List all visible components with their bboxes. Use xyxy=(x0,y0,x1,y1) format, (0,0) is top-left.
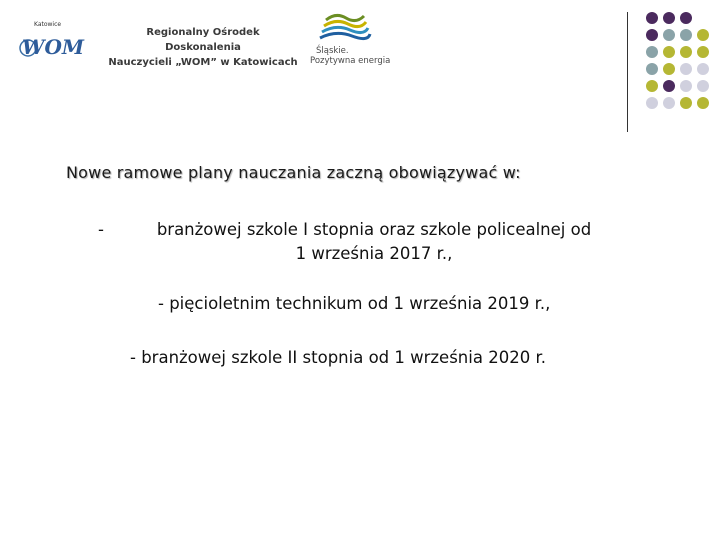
decorative-dot xyxy=(646,29,658,41)
decorative-dot xyxy=(663,29,675,41)
decorative-dot xyxy=(663,97,675,109)
slaskie-slogan xyxy=(310,46,390,66)
decorative-dot xyxy=(680,80,692,92)
decorative-dot xyxy=(663,63,675,75)
decorative-dot xyxy=(646,97,658,109)
decorative-dot xyxy=(697,29,709,41)
decorative-dot xyxy=(663,12,675,24)
decorative-dot xyxy=(697,80,709,92)
list-item-3: - branżowej szkole II stopnia od 1 września 2020 r. xyxy=(130,348,546,367)
list-item-1-line-2: 1 września 2017 r., xyxy=(295,244,453,263)
item-1-dash: - xyxy=(98,220,104,239)
organization-name-line-2: Nauczycieli „WOM” w Katowicach xyxy=(108,57,298,68)
slaskie-slogan-line-1: Śląskie. xyxy=(316,46,349,56)
list-item-2: - pięcioletnim technikum od 1 września 2019 r., xyxy=(158,294,551,313)
organization-name-line-1: Regionalny Ośrodek Doskonalenia xyxy=(146,27,260,53)
decorative-dot xyxy=(663,80,675,92)
decorative-dot xyxy=(697,97,709,109)
wom-logo xyxy=(18,14,86,66)
decorative-dot xyxy=(680,29,692,41)
decorative-dot-grid xyxy=(640,12,720,122)
decorative-dot xyxy=(680,97,692,109)
decorative-dot xyxy=(697,46,709,58)
wom-logo-top-text: Katowice xyxy=(34,21,62,28)
list-item-1 xyxy=(124,218,624,266)
list-item-1-line-1: branżowej szkole I stopnia oraz szkole policealnej od xyxy=(156,220,592,239)
wom-logo-main-text: WOM xyxy=(22,35,85,59)
decorative-dot xyxy=(646,12,658,24)
slide-title: Nowe ramowe plany nauczania zaczną obowiązywać w: xyxy=(66,163,521,182)
decorative-dot xyxy=(646,63,658,75)
decorative-dot xyxy=(646,46,658,58)
decorative-dot xyxy=(680,46,692,58)
slaskie-slogan-line-2: Pozytywna energia xyxy=(310,56,391,66)
decorative-dot xyxy=(697,63,709,75)
decorative-dot xyxy=(680,63,692,75)
decorative-dot xyxy=(680,12,692,24)
decorative-dot xyxy=(663,46,675,58)
vertical-divider xyxy=(627,12,628,132)
decorative-dot xyxy=(646,80,658,92)
organization-name xyxy=(108,25,298,70)
